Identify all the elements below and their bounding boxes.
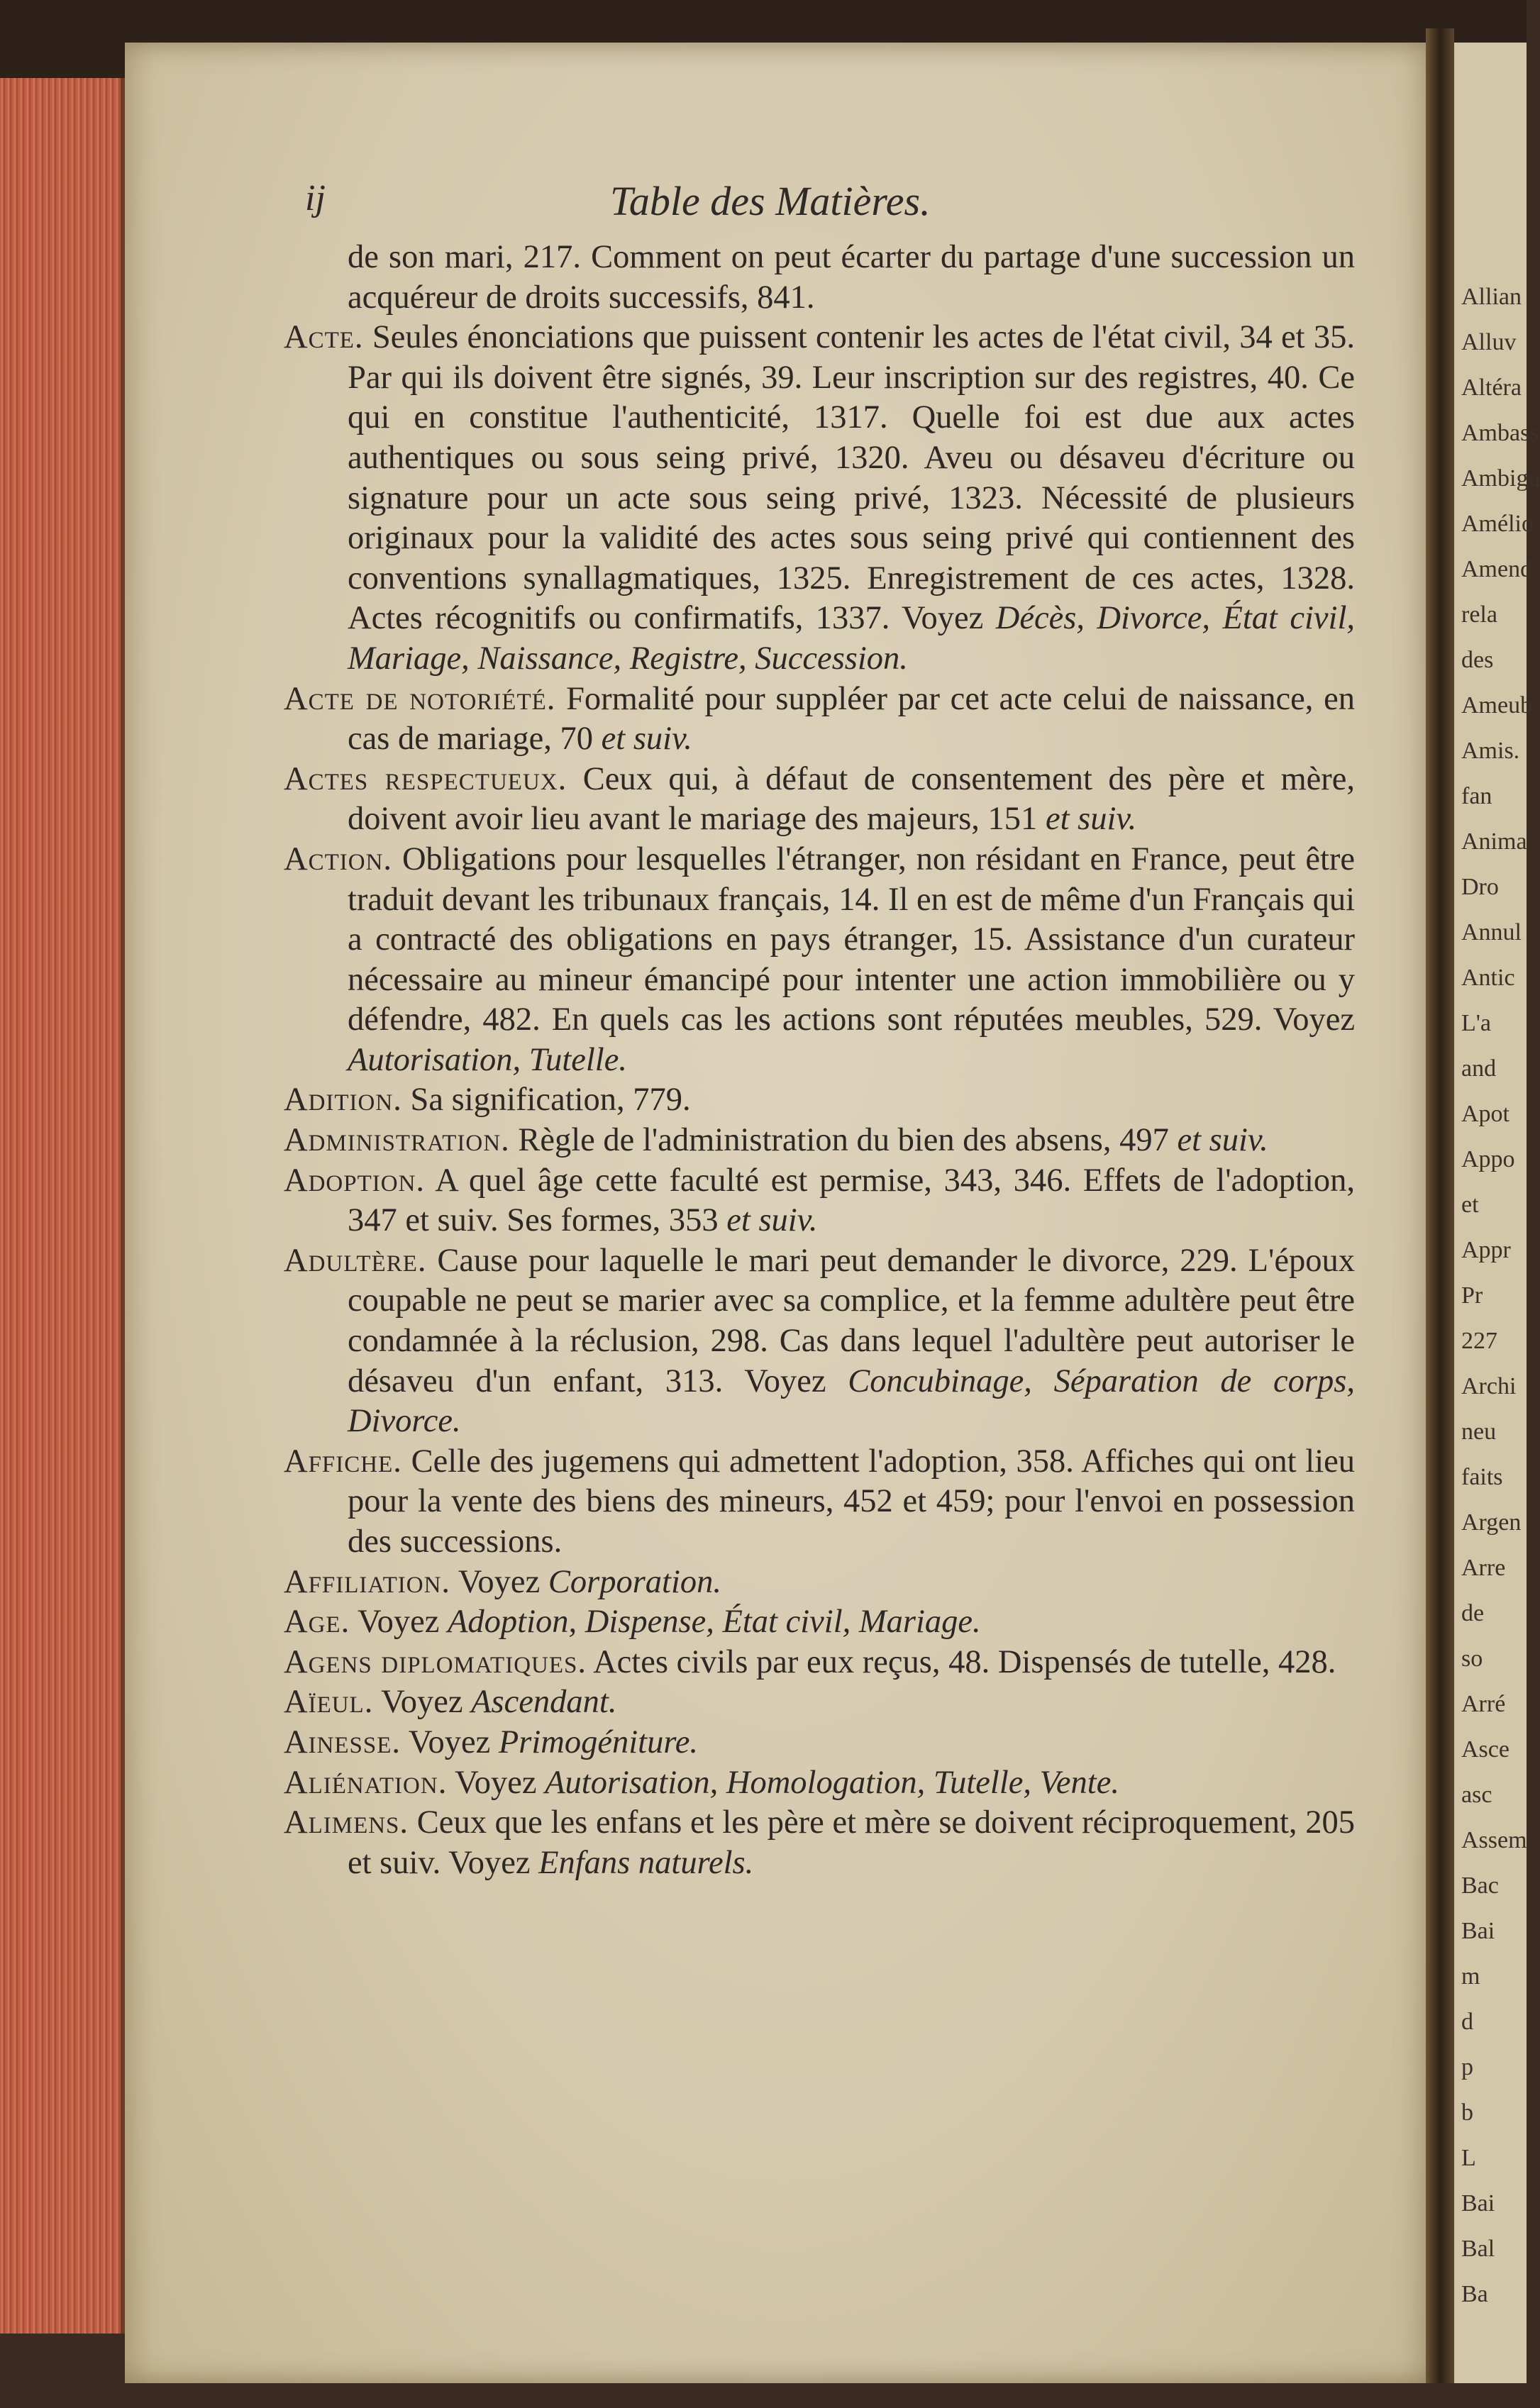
facing-page-fragment: Pr — [1461, 1282, 1483, 1309]
facing-page-fragment: Bal — [1461, 2236, 1495, 2262]
facing-page-fragment: so — [1461, 1646, 1483, 1672]
facing-page-fragment: Arre — [1461, 1555, 1506, 1581]
facing-page-fragment: asc — [1461, 1782, 1492, 1808]
facing-page-fragment: Dro — [1461, 874, 1499, 900]
facing-page-fragment: de — [1461, 1600, 1485, 1626]
index-entry — [284, 1723, 1355, 1763]
facing-page-fragment: Alluv — [1461, 329, 1517, 355]
entry-text: Cause pour laquelle le mari peut demander le divorce, 229. L'époux coupable ne peut se marier avec sa complice, et la femme adultère peut être condamnée à la réclusion, 298. Cas dans lequel l'adultère peut autoriser le désaveu d'un enfant, 313. — [348, 1242, 1356, 1399]
facing-page-fragment: Archi — [1461, 1373, 1517, 1399]
entry-heading: Actes respectueux. — [284, 760, 567, 797]
facing-page-fragment: b — [1461, 2099, 1473, 2126]
facing-page-fragment: Bai — [1461, 1918, 1495, 1944]
facing-page-fragment: Anima — [1461, 828, 1527, 855]
entry-see-label: Voyez — [901, 600, 984, 637]
entry-cross-reference: Adoption, Dispense, État civil, Mariage. — [448, 1604, 981, 1641]
entry-heading: Action. — [284, 840, 393, 877]
entry-text: Règle de l'administration du bien des absens, 497 — [518, 1122, 1169, 1159]
index-entry — [284, 1121, 1355, 1161]
entry-cross-reference: et suiv. — [601, 721, 692, 758]
index-entry — [284, 1563, 1355, 1603]
index-entry — [284, 1161, 1355, 1241]
index-entry — [284, 318, 1355, 679]
entry-see-label: Voyez — [381, 1684, 463, 1721]
entry-heading: Acte. — [284, 319, 364, 356]
facing-page-fragment: Ambass — [1461, 420, 1539, 446]
entry-cross-reference: Concubinage, Séparation de corps, Divorce. — [348, 1363, 1355, 1440]
index-entry — [284, 1682, 1355, 1723]
facing-page-fragment: 227 — [1461, 1328, 1497, 1354]
entry-text: Formalité pour suppléer par cet acte celui de naissance, en cas de mariage, 70 — [348, 680, 1355, 758]
facing-page-fragment: L'a — [1461, 1010, 1491, 1036]
facing-page-fragment: des — [1461, 647, 1494, 673]
entry-heading: Age. — [284, 1604, 350, 1641]
entry-see-label: Voyez — [448, 1844, 531, 1881]
entry-heading: Adition. — [284, 1082, 402, 1119]
facing-page-fragment: Asce — [1461, 1736, 1509, 1763]
index-entry — [284, 1241, 1355, 1442]
entry-heading: Administration. — [284, 1122, 510, 1159]
entry-see-label: Voyez — [455, 1764, 537, 1801]
facing-page-fragment: Ba — [1461, 2281, 1488, 2307]
entry-text: Celle des jugemens qui admettent l'adoption, 358. Affiches qui ont lieu pour la vente des biens des mineurs, 452 et 459; pour l'envoi en possession des successions. — [348, 1443, 1355, 1560]
index-entry — [284, 238, 1355, 318]
facing-page-fragment: faits — [1461, 1464, 1503, 1490]
entry-cross-reference: Autorisation, Homologation, Tutelle, Vente. — [545, 1764, 1119, 1801]
facing-page-fragment: Allian — [1461, 284, 1522, 310]
entry-heading: Alimens. — [284, 1804, 409, 1841]
facing-page-fragment: Ameub — [1461, 692, 1533, 718]
facing-page-fragment: Bai — [1461, 2190, 1495, 2216]
entry-heading: Ainesse. — [284, 1724, 401, 1760]
entry-cross-reference: et suiv. — [726, 1202, 818, 1239]
entry-see-label: Voyez — [458, 1563, 541, 1600]
entry-heading: Aïeul. — [284, 1684, 374, 1721]
facing-page-fragment: Annul — [1461, 919, 1522, 945]
entry-cross-reference: Enfans naturels. — [538, 1844, 754, 1881]
entry-text: Sa signification, 779. — [410, 1082, 691, 1119]
entry-see-label: Voyez — [1273, 1002, 1355, 1038]
facing-page-fragment: neu — [1461, 1419, 1497, 1445]
facing-page-fragment: Assem — [1461, 1827, 1527, 1853]
entry-cross-reference: Autorisation, Tutelle. — [348, 1041, 627, 1078]
entry-see-label: Voyez — [408, 1724, 491, 1760]
facing-page — [1454, 43, 1540, 2383]
entry-text: Ceux qui, à défaut de consentement des père et mère, doivent avoir lieu avant le mariage des majeurs, 151 — [348, 760, 1355, 838]
index-text — [284, 238, 1355, 1883]
entry-text: A quel âge cette faculté est permise, 343, 346. Effets de l'adoption, 347 et suiv. Ses formes, 353 — [348, 1162, 1355, 1239]
entry-text: Obligations pour lesquelles l'étranger, non résidant en France, peut être traduit devant les tribunaux français, 14. Il en est de même d'un Français qui a contracté des obligations en pays étranger, 15. Assistance d'un curateur nécessaire au mineur émancipé pour intenter une action immobilière ou y défendre, 482. En quels cas les actions sont réputées meubles, 529. — [348, 840, 1355, 1038]
facing-page-fragment: Amend — [1461, 556, 1533, 582]
entry-text: Seules énonciations que puissent contenir les actes de l'état civil, 34 et 35. Par qui ils doivent être signés, 39. Leur inscription sur des registres, 40. Ce qui en constitue l'authenticité, 1317. Quelle foi est due aux actes authentiques ou sous seing privé, 1320. Aveu ou désaveu d'écriture ou signature pour un acte sous seing privé, 1323. Nécessité de plusieurs originaux pour la validité des actes sous seing privé qui contiennent des conventions synallagmatiques, 1325. Enregistrement de ces actes, 1328. Actes récognitifs ou confirmatifs, 1337. — [348, 319, 1355, 637]
entry-heading: Acte de notoriété. — [284, 680, 556, 717]
entry-cross-reference: et suiv. — [1177, 1122, 1268, 1159]
entry-cross-reference: Corporation. — [548, 1563, 722, 1600]
facing-page-fragment: L — [1461, 2145, 1476, 2171]
facing-page-fragment: et — [1461, 1192, 1479, 1218]
folio: ij — [305, 178, 326, 218]
facing-page-fragment: Amélio — [1461, 511, 1534, 537]
facing-page-fragment: Altéra — [1461, 374, 1522, 401]
entry-heading: Affiliation. — [284, 1563, 451, 1600]
index-entry — [284, 840, 1355, 1081]
entry-heading: Agens diplomatiques. — [284, 1643, 587, 1680]
entry-heading: Adultère. — [284, 1242, 427, 1279]
entry-text: Ceux que les enfans et les père et mère se doivent réciproquement, 205 et suiv. — [348, 1804, 1356, 1881]
index-entry — [284, 1763, 1355, 1804]
facing-page-fragment: Appr — [1461, 1237, 1511, 1263]
index-entry — [284, 760, 1355, 840]
facing-page-fragment: d — [1461, 2009, 1473, 2035]
index-entry — [284, 1803, 1355, 1883]
page-header — [305, 177, 1341, 227]
entry-heading: Aliénation. — [284, 1764, 448, 1801]
facing-page-fragment: Ambigu — [1461, 465, 1540, 492]
index-entry — [284, 679, 1355, 760]
entry-cross-reference: Ascendant. — [471, 1684, 617, 1721]
index-entry — [284, 1602, 1355, 1643]
facing-page-fragment: fan — [1461, 783, 1492, 809]
running-title: Table des Matières. — [610, 178, 931, 224]
page-edges — [0, 78, 125, 2334]
entry-heading: Adoption. — [284, 1162, 426, 1199]
entry-heading: Affiche. — [284, 1443, 402, 1480]
facing-page-fragment: Appo — [1461, 1146, 1515, 1172]
entry-see-label: Voyez — [744, 1363, 826, 1399]
entry-cross-reference: Décès, Divorce, État civil, Mariage, Naissance, Registre, Succession. — [348, 600, 1356, 677]
facing-page-fragment: Argen — [1461, 1509, 1522, 1536]
facing-page-fragment: rela — [1461, 601, 1497, 628]
index-entry — [284, 1080, 1355, 1121]
facing-page-fragment: Amis. — [1461, 738, 1520, 764]
facing-page-fragment: Antic — [1461, 965, 1515, 991]
facing-page-fragment: m — [1461, 1963, 1480, 1990]
entry-see-label: Voyez — [358, 1604, 440, 1641]
facing-page-fragment: p — [1461, 2054, 1473, 2080]
index-entry — [284, 1442, 1355, 1563]
entry-cross-reference: et suiv. — [1045, 801, 1137, 838]
entry-text: Actes civils par eux reçus, 48. Dispensés de tutelle, 428. — [593, 1643, 1336, 1680]
facing-page-fragment: and — [1461, 1055, 1497, 1082]
facing-page-fragment: Bac — [1461, 1872, 1499, 1899]
entry-text: de son mari, 217. Comment on peut écarter du partage d'une succession un acquéreur de droits successifs, 841. — [348, 239, 1355, 316]
facing-page-fragment: Apot — [1461, 1101, 1509, 1127]
entry-cross-reference: Primogéniture. — [498, 1724, 698, 1760]
book-gutter — [1426, 28, 1454, 2383]
index-entry — [284, 1643, 1355, 1683]
facing-page-fragment: Arré — [1461, 1691, 1506, 1717]
